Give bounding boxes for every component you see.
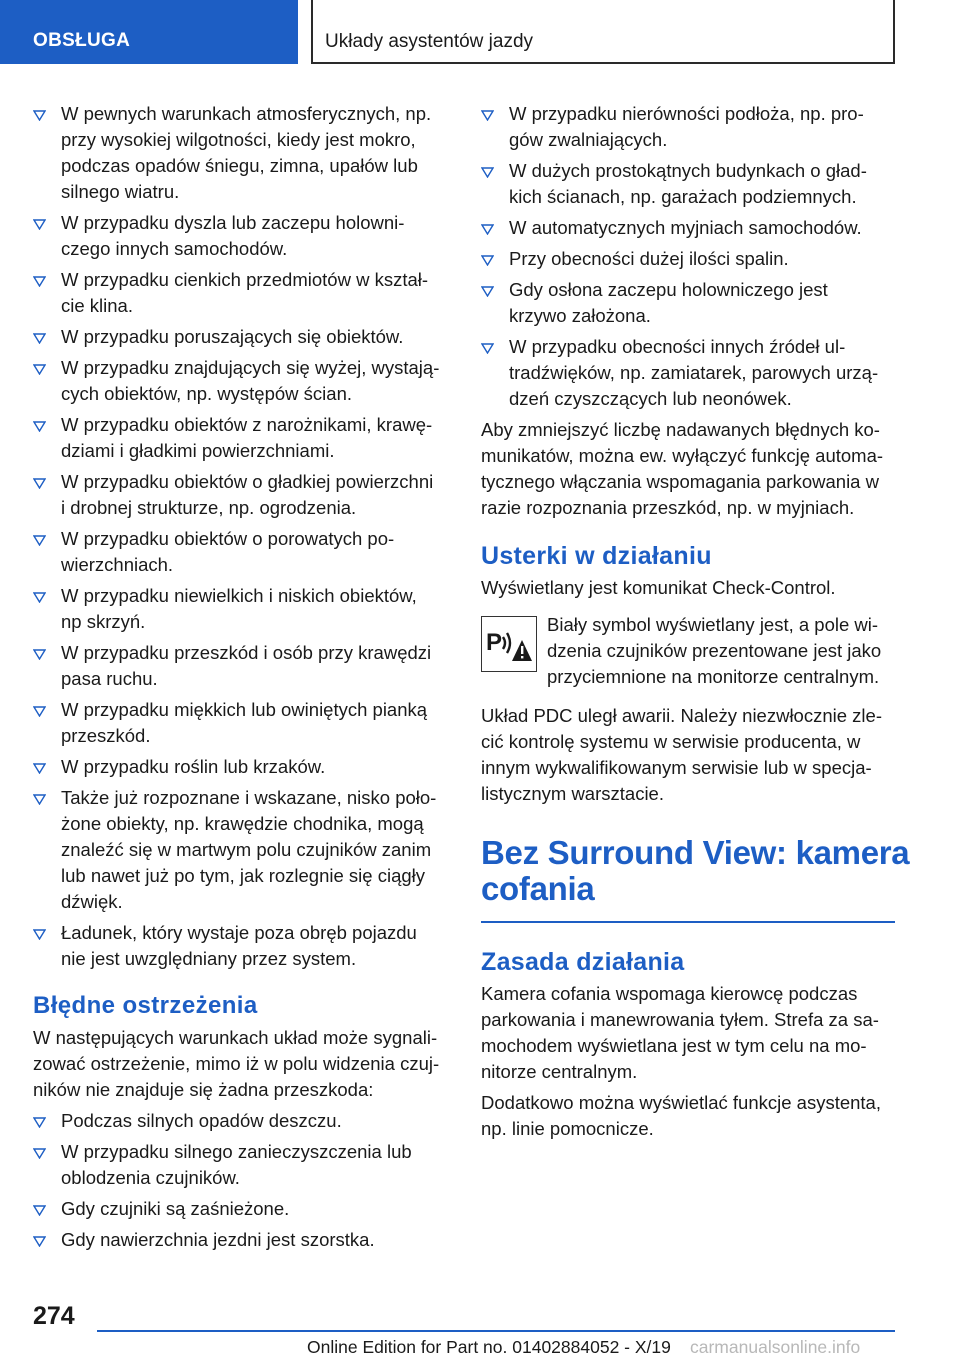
list-item [33, 526, 453, 578]
list-item-text [61, 640, 453, 692]
text-line: silnego wiatru. [61, 181, 180, 202]
text-line: przyciemnione na monitorze centralnym. [547, 666, 880, 687]
text-line: mochodem wyświetlana jest w tym celu na mo‐ [481, 1035, 867, 1056]
list-item [33, 412, 453, 464]
triangle-bullet-icon [33, 1196, 49, 1222]
text-line: wierzchniach. [61, 554, 174, 575]
triangle-bullet-icon [33, 640, 49, 666]
text-line: Gdy nawierzchnia jezdni jest szorstka. [61, 1229, 375, 1250]
text-line: Przy obecności dużej ilości spalin. [509, 248, 789, 269]
list-item-text [61, 697, 453, 749]
text-line: cych obiektów, np. występów ścian. [61, 383, 353, 404]
list-item-text [61, 1108, 453, 1134]
text-line: lub nawet już po tym, jak rozlegnie się ciągły [61, 865, 426, 886]
list-item [33, 101, 453, 205]
paragraph-check-control: Wyświetlany jest komunikat Check-Control. [481, 577, 836, 598]
text-line: zować ostrzeżenie, mimo iż w polu widzenia czuj‐ [33, 1053, 440, 1074]
list-item-text [61, 754, 453, 780]
text-line: cie klina. [61, 295, 133, 316]
text-line: cofania [481, 870, 595, 907]
bullet-list-sensor-limits [33, 101, 453, 972]
text-line: np. linie pomocnicze. [481, 1118, 654, 1139]
heading-principle: Zasada działania [481, 948, 685, 976]
text-line: W pewnych warunkach atmosferycznych, np. [61, 103, 432, 124]
text-line: tycznego włączania wspomagania parkowania w [481, 471, 879, 492]
text-line: W przypadku znajdujących się wyżej, wystają‐ [61, 357, 440, 378]
paragraph-pdc-failure [481, 703, 897, 807]
list-item [33, 1227, 453, 1253]
list-item [33, 1108, 453, 1134]
text-line: W przypadku obiektów o porowatych po‐ [61, 528, 395, 549]
text-line: nitorze centralnym. [481, 1061, 638, 1082]
triangle-bullet-icon [481, 334, 497, 360]
triangle-bullet-icon [33, 210, 49, 236]
text-line: Podczas silnych opadów deszczu. [61, 1110, 342, 1131]
text-line: cić kontrolę systemu w serwisie producenta, w [481, 731, 861, 752]
text-line: pasa ruchu. [61, 668, 158, 689]
triangle-bullet-icon [33, 355, 49, 381]
text-line: W przypadku obiektów z narożnikami, krawę‐ [61, 414, 433, 435]
text-line: Także już rozpoznane i wskazane, nisko poło‐ [61, 787, 437, 808]
text-line: przy wysokiej wilgotności, kiedy jest mokro, [61, 129, 416, 150]
triangle-bullet-icon [33, 526, 49, 552]
triangle-bullet-icon [33, 412, 49, 438]
list-item [33, 697, 453, 749]
list-item [481, 246, 897, 272]
list-item [33, 1139, 453, 1191]
text-line: W automatycznych myjniach samochodów. [509, 217, 862, 238]
text-line: W przypadku nierówności podłoża, np. pro‐ [509, 103, 864, 124]
triangle-bullet-icon [33, 267, 49, 293]
triangle-bullet-icon [33, 754, 49, 780]
triangle-bullet-icon [481, 101, 497, 127]
list-item [33, 210, 453, 262]
list-item [33, 1196, 453, 1222]
text-line: oblodzenia czujników. [61, 1167, 240, 1188]
list-item [33, 324, 453, 350]
text-line: nie jest uwzględniany przez system. [61, 948, 357, 969]
text-line: żone obiekty, np. krawędzie chodnika, mogą [61, 813, 424, 834]
list-item [33, 267, 453, 319]
text-line: munikatów, można ew. wyłączyć funkcję automa‐ [481, 445, 884, 466]
list-item [481, 101, 897, 153]
text-line: W przypadku roślin lub krzaków. [61, 756, 326, 777]
triangle-bullet-icon [481, 215, 497, 241]
paragraph-reduce-warnings [481, 417, 897, 521]
list-item-text [61, 210, 453, 262]
list-item-text [509, 277, 897, 329]
list-item-text [61, 324, 453, 350]
text-line: krzywo założona. [509, 305, 651, 326]
heading-malfunction: Usterki w działaniu [481, 542, 712, 570]
text-line: znaleźć się w martwym polu czujników zanim [61, 839, 432, 860]
text-line: ników nie znajduje się żadna przeszkoda: [33, 1079, 374, 1100]
triangle-bullet-icon [33, 583, 49, 609]
triangle-bullet-icon [33, 101, 49, 127]
left-column [33, 101, 453, 1258]
list-item [481, 215, 897, 241]
list-item-text [61, 1196, 453, 1222]
text-line: np skrzyń. [61, 611, 146, 632]
text-line: Gdy czujniki są zaśnieżone. [61, 1198, 290, 1219]
icon-note [481, 612, 897, 690]
paragraph-false-warnings [33, 1025, 453, 1103]
triangle-bullet-icon [481, 246, 497, 272]
text-line: dziami i gładkimi powierzchniami. [61, 440, 335, 461]
list-item-text [61, 355, 453, 407]
text-line: dzenia czujników prezentowane jest jako [547, 640, 882, 661]
text-line: W przypadku silnego zanieczyszczenia lub [61, 1141, 412, 1162]
list-item [33, 355, 453, 407]
text-line: Biały symbol wyświetlany jest, a pole wi‐ [547, 614, 879, 635]
text-line: czego innych samochodów. [61, 238, 288, 259]
bullet-list-false-warnings [33, 1108, 453, 1253]
triangle-bullet-icon [33, 697, 49, 723]
footer-watermark: carmanualsonline.info [690, 1337, 861, 1357]
footer-divider [97, 1330, 895, 1332]
section-title: OBSŁUGA [33, 30, 131, 51]
text-line: W przypadku miękkich lub owiniętych pianką [61, 699, 428, 720]
text-line: razie rozpoznania przeszkód, np. w myjniach. [481, 497, 855, 518]
text-line: W przypadku obiektów o gładkiej powierzchni [61, 471, 434, 492]
list-item-text [61, 1139, 453, 1191]
text-line: tradźwięków, np. zamiatarek, parowych urzą‐ [509, 362, 879, 383]
text-line: przeszkód. [61, 725, 151, 746]
text-line: W przypadku cienkich przedmiotów w kształ‐ [61, 269, 429, 290]
list-item [481, 158, 897, 210]
list-item [481, 277, 897, 329]
heading-divider [481, 921, 895, 923]
icon-description [547, 612, 897, 690]
text-line: W przypadku poruszających się obiektów. [61, 326, 404, 347]
bullet-list-false-warnings-cont [481, 101, 897, 412]
list-item [33, 469, 453, 521]
list-item-text [61, 526, 453, 578]
triangle-bullet-icon [33, 324, 49, 350]
list-item-text [61, 101, 453, 205]
list-item-text [61, 1227, 453, 1253]
list-item-text [61, 583, 453, 635]
triangle-bullet-icon [481, 158, 497, 184]
list-item [33, 583, 453, 635]
list-item-text [509, 334, 897, 412]
text-line: W dużych prostokątnych budynkach o gład‐ [509, 160, 867, 181]
text-line: Kamera cofania wspomaga kierowcę podczas [481, 983, 858, 1004]
text-line: i drobnej strukturze, np. ogrodzenia. [61, 497, 357, 518]
text-line: podczas opadów śniegu, zimna, upałów lub [61, 155, 418, 176]
heading-rear-camera [481, 834, 910, 907]
list-item-text [61, 920, 453, 972]
text-line: W przypadku dyszla lub zaczepu holowni‐ [61, 212, 405, 233]
text-line: W przypadku obecności innych źródeł ul‐ [509, 336, 846, 357]
text-line: dźwięk. [61, 891, 123, 912]
list-item [33, 785, 453, 915]
list-item [481, 334, 897, 412]
text-line: listycznym warsztacie. [481, 783, 664, 804]
list-item [33, 754, 453, 780]
list-item-text [509, 246, 897, 272]
triangle-bullet-icon [33, 1108, 49, 1134]
text-line: Dodatkowo można wyświetlać funkcje asystenta, [481, 1092, 881, 1113]
text-line: innym wykwalifikowanym serwisie lub w specja‐ [481, 757, 872, 778]
list-item-text [61, 469, 453, 521]
list-item-text [61, 267, 453, 319]
list-item-text [61, 412, 453, 464]
paragraph-assist-functions [481, 1090, 897, 1142]
triangle-bullet-icon [33, 785, 49, 811]
list-item [33, 640, 453, 692]
paragraph-principle [481, 981, 897, 1085]
list-item-text [509, 158, 897, 210]
text-line: dzeń czyszczących lub neonówek. [509, 388, 792, 409]
text-line: W następujących warunkach układ może sygnali‐ [33, 1027, 438, 1048]
page-number: 274 [33, 1302, 75, 1330]
text-line: gów zwalniających. [509, 129, 668, 150]
triangle-bullet-icon [33, 920, 49, 946]
text-line: parkowania i manewrowania tyłem. Strefa za sa‐ [481, 1009, 879, 1030]
text-line: W przypadku przeszkód i osób przy krawędzi [61, 642, 432, 663]
svg-text:P: P [486, 629, 503, 656]
text-line: kich ścianach, np. garażach podziemnych. [509, 186, 857, 207]
triangle-bullet-icon [33, 469, 49, 495]
text-line: Ładunek, który wystaje poza obręb pojazdu [61, 922, 417, 943]
list-item [33, 920, 453, 972]
chapter-title: Układy asystentów jazdy [325, 31, 534, 52]
footer-edition: Online Edition for Part no. 01402884052 - X/19 [307, 1337, 671, 1357]
text-line: Gdy osłona zaczepu holowniczego jest [509, 279, 828, 300]
heading-false-warnings: Błędne ostrzeżenia [33, 992, 258, 1019]
section-tab [0, 0, 298, 64]
list-item-text [509, 215, 897, 241]
text-line: W przypadku niewielkich i niskich obiektów, [61, 585, 417, 606]
text-line: Bez Surround View: kamera [481, 834, 910, 871]
text-line: Układ PDC uległ awarii. Należy niezwłocznie zle‐ [481, 705, 882, 726]
list-item-text [509, 101, 897, 153]
right-column [481, 101, 910, 1147]
list-item-text [61, 785, 453, 915]
triangle-bullet-icon [481, 277, 497, 303]
triangle-bullet-icon [33, 1139, 49, 1165]
triangle-bullet-icon [33, 1227, 49, 1253]
pdc-warning-icon [481, 616, 537, 672]
text-line: Aby zmniejszyć liczbę nadawanych błędnych ko‐ [481, 419, 880, 440]
